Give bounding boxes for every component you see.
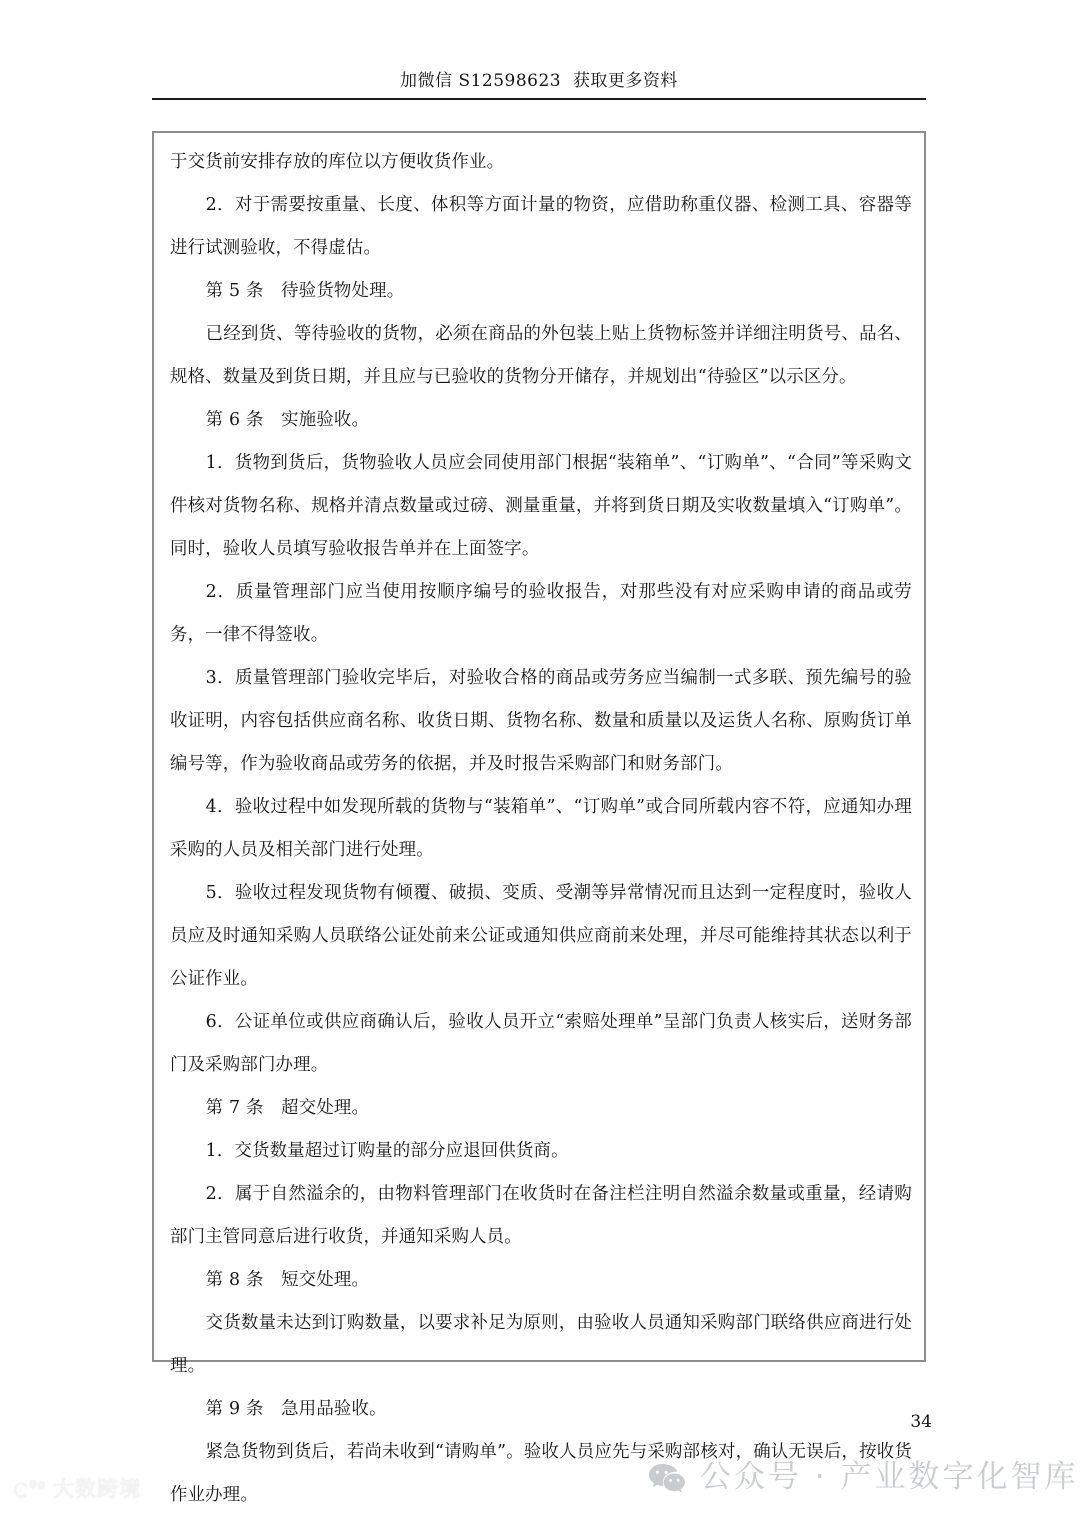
p-article-8-body: 交货数量未达到订购数量，以要求补足为原则，由验收人员通知采购部门联络供应商进行处理。 [170,1313,912,1376]
page-number: 34 [910,1412,932,1432]
running-header [152,66,926,91]
p-article-6-item-4: 4．验收过程中如发现所载的货物与“装箱单”、“订购单”或合同所载内容不符，应通知办理采购的人员及相关部门进行处理。 [170,797,912,860]
p-article-6-title: 第 6 条 实施验收。 [205,410,370,430]
p-article-7-title: 第 7 条 超交处理。 [205,1098,370,1118]
p-article-6-item-3: 3．质量管理部门验收完毕后，对验收合格的商品或劳务应当编制一式多联、预先编号的验收证明，内容包括供应商名称、收货日期、货物名称、数量和质量以及运货人名称、原购货订单编号等，作为验收商品或劳务的依据，并及时报告采购部门和财务部门。 [170,668,912,774]
p-article-7-item-1: 1．交货数量超过订购量的部分应退回供货商。 [205,1141,569,1161]
p-continuation-warehouse: 于交货前安排存放的库位以方便收货作业。 [170,152,505,172]
p-article-9-body: 紧急货物到货后，若尚未收到“请购单”。验收人员应先与采购部核对，确认无误后，按收货作业办理。 [170,1442,912,1505]
p-article-6-item-1: 1．货物到货后，货物验收人员应会同使用部门根据“装箱单”、“订购单”、“合同”等采购文件核对货物名称、规格并清点数量或过磅、测量重量，并将到货日期及实收数量填入“订购单”。同时，验收人员填写验收报告单并在上面签字。 [170,453,912,559]
watermark-center [648,1459,1079,1495]
p-article-7-item-2: 2．属于自然溢余的，由物料管理部门在收货时在备注栏注明自然溢余数量或重量，经请购部门主管同意后进行收货，并通知采购人员。 [170,1184,912,1247]
paw-logo-icon [12,1478,46,1500]
watermark-left-text: 大数跨境 [53,1476,141,1501]
p-article-6-item-5: 5．验收过程发现货物有倾覆、破损、变质、受潮等异常情况而且达到一定程度时，验收人员应及时通知采购人员联络公证处前来公证或通知供应商前来处理，并尽可能维持其状态以利于公证作业。 [170,883,912,989]
p-article-5-body: 已经到货、等待验收的货物，必须在商品的外包装上贴上货物标签并详细注明货号、品名、规格、数量及到货日期，并且应与已验收的货物分开储存，并规划出“待验区”以示区分。 [170,324,912,387]
header-divider-rule [152,98,926,100]
document-body [170,141,912,1517]
wechat-icon [648,1463,686,1493]
p-item-2-measurement: 2．对于需要按重量、长度、体积等方面计量的物资，应借助称重仪器、检测工具、容器等进行试测验收，不得虚估。 [170,195,912,258]
p-article-8-title: 第 8 条 短交处理。 [205,1270,370,1290]
p-article-6-item-6: 6．公证单位或供应商确认后，验收人员开立“索赔处理单”呈部门负责人核实后，送财务部门及采购部门办理。 [170,1012,912,1075]
running-header-text: 加微信 S12598623 获取更多资料 [400,71,678,91]
p-article-5-title: 第 5 条 待验货物处理。 [205,281,405,301]
p-article-9-title: 第 9 条 急用品验收。 [205,1399,387,1419]
p-article-6-item-2: 2．质量管理部门应当使用按顺序编号的验收报告，对那些没有对应采购申请的商品或劳务，一律不得签收。 [170,582,912,645]
watermark-left [12,1478,141,1500]
watermark-center-text: 公众号 · 产业数字化智库 [700,1459,1079,1495]
